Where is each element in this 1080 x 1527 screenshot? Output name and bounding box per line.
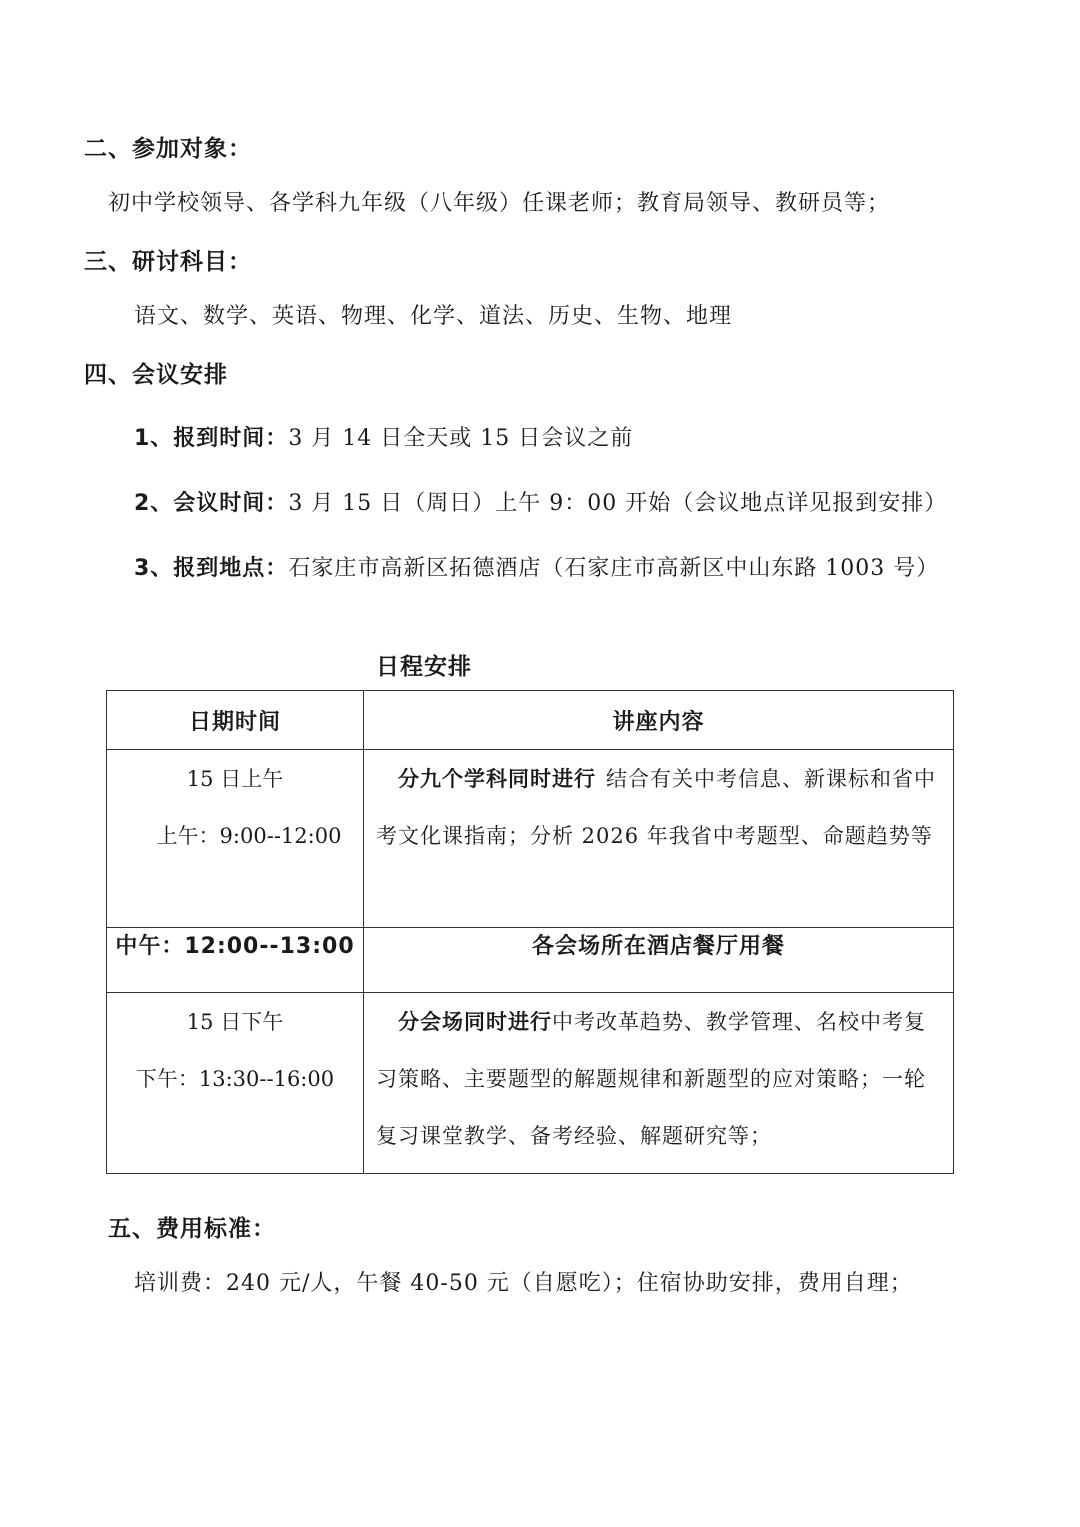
arrival-location-text: 石家庄市高新区拓德酒店（石家庄市高新区中山东路 1003 号） <box>288 556 940 581</box>
meeting-time-item <box>134 486 947 517</box>
table-row <box>107 750 954 928</box>
section4-heading: 四、会议安排 <box>84 362 228 388</box>
section5-text: 培训费：240 元/人，午餐 40-50 元（自愿吃）；住宿协助安排，费用自理； <box>134 1271 913 1296</box>
lunch-time-cell: 中午：12:00--13:00 <box>107 928 364 993</box>
afternoon-time: 下午：13:30--16:00 <box>135 1067 335 1091</box>
section5-heading: 五、费用标准： <box>108 1216 276 1242</box>
arrival-location-label: 3、报到地点： <box>134 556 289 581</box>
afternoon-text: 中考改革趋势、教学管理、名校中考复习策略、主要题型的解题规律和新题型的应对策略；一轮复习课堂教学、备考经验、解题研究等； <box>376 1010 926 1148</box>
afternoon-day: 15 日下午 <box>186 1010 284 1034</box>
morning-bold: 分九个学科同时进行 <box>398 767 596 791</box>
meeting-time-label: 2、会议时间： <box>134 491 289 516</box>
afternoon-content-cell <box>364 993 954 1174</box>
table-row <box>107 993 954 1174</box>
section2-heading: 二、参加对象： <box>84 136 252 162</box>
morning-content-cell <box>364 750 954 928</box>
morning-day: 15 日上午 <box>186 767 284 791</box>
morning-text: 结合有关中考信息、新课标和省中考文化课指南；分析 2026 年我省中考题型、命题趋势等 <box>376 767 936 848</box>
morning-time-cell <box>107 750 364 928</box>
header-content: 讲座内容 <box>364 691 954 750</box>
section3-heading: 三、研讨科目： <box>84 249 252 275</box>
arrival-location-item <box>134 551 939 582</box>
schedule-header-row <box>107 691 954 750</box>
schedule-title: 日程安排 <box>376 654 472 680</box>
section2-text: 初中学校领导、各学科九年级（八年级）任课老师；教育局领导、教研员等； <box>108 191 891 216</box>
arrival-time-item <box>134 421 633 452</box>
arrival-time-label: 1、报到时间： <box>134 426 289 451</box>
afternoon-bold: 分会场同时进行 <box>398 1010 552 1034</box>
section3-text: 语文、数学、英语、物理、化学、道法、历史、生物、地理 <box>134 304 733 329</box>
lunch-content-cell: 各会场所在酒店餐厅用餐 <box>364 928 954 993</box>
table-row <box>107 928 954 993</box>
morning-time: 上午：9:00--12:00 <box>156 824 342 848</box>
meeting-time-text: 3 月 15 日（周日）上午 9：00 开始（会议地点详见报到安排） <box>288 491 948 516</box>
schedule-table <box>106 690 954 1174</box>
header-datetime: 日期时间 <box>107 691 364 750</box>
arrival-time-text: 3 月 14 日全天或 15 日会议之前 <box>288 426 634 451</box>
afternoon-time-cell <box>107 993 364 1174</box>
